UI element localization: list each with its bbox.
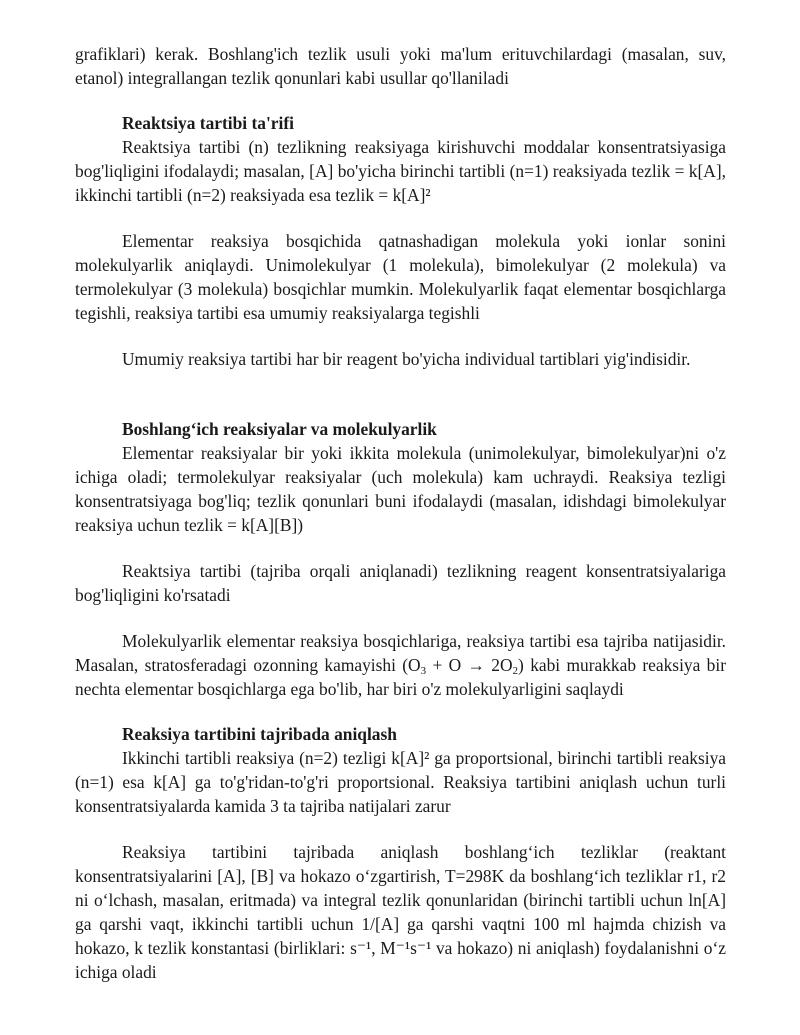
ozone-text-after: ) kabi murakkab reaksiya bir nechta elementar bosqichlarga ega bo'lib, har biri o'z molekulyarligini saqlaydi [75,655,726,699]
heading-reaction-order-definition: Reaktsiya tartibi ta'rifi [122,113,294,133]
paragraph-initial-rates: Reaksiya tartibini tajribada aniqlash boshlang‘ich tezliklar (reaktant konsentratsiyalarini [A], [B] va hokazo o‘zgartirish, T=298K da boshlang‘ich tezliklar r1, r2 ni o‘lchash, masalan, eritmada) va integral tezlik qonunlaridan (birinchi tartibli uchun ln[A] ga qarshi vaqt, ikkinchi tartibli uchun 1/[A] ga qarshi vaqtni 100 ml hajmda chizish va hokazo, k tezlik konstantasi (birliklari: s⁻¹, M⁻¹s⁻¹ va hokazo) ni aniqlash) foydalanishni o‘z ichiga oladi [75,842,726,982]
oxygen-subscript-2: 2 [512,665,519,677]
ozone-subscript-3: 3 [420,665,427,677]
paragraph-continuation: grafiklari) kerak. Boshlang'ich tezlik usuli yoki ma'lum erituvchilardagi (masalan, suv, etanol) integrallangan tezlik qonunlari kabi usullar qo'llaniladi [75,44,726,88]
paragraph-order-definition: Reaktsiya tartibi (n) tezlikning reaksiyaga kirishuvchi moddalar konsentratsiyasiga bog'liqligini ifodalaydi; masalan, [A] bo'yicha birinchi tartibli (n=1) reaksiyada tezlik = k[A], ikkinchi tartibli (n=2) reaksiyada esa tezlik = k[A]² [75,137,726,205]
paragraph-overall-order: Umumiy reaksiya tartibi har bir reagent bo'yicha individual tartiblari yig'indisidir. [122,349,691,369]
paragraph-molecularity: Elementar reaksiya bosqichida qatnashadigan molekula yoki ionlar sonini molekulyarlik aniqlaydi. Unimolekulyar (1 molekula), bimolekulyar (2 molekula) va termolekulyar (3 molekula) bosqichlar mumkin. Molekulyarlik faqat elementar bosqichlarga tegishli, reaksiya tartibi esa umumiy reaksiyalarga tegishli [75,231,726,323]
ozone-text-mid: + O → 2O [426,655,513,675]
paragraph-order-experimental: Reaktsiya tartibi (tajriba orqali aniqlanadi) tezlikning reagent konsentratsiyalariga bog'liqligini ko'rsatadi [75,561,726,605]
heading-elementary-reactions: Boshlang‘ich reaksiyalar va molekulyarlik [122,419,437,439]
ozone-text-before: Molekulyarlik elementar reaksiya bosqichlariga, reaksiya tartibi esa tajriba natijasidir. Masalan, stratosferadagi ozonning kamayishi (O [75,631,726,675]
paragraph-second-order: Ikkinchi tartibli reaksiya (n=2) tezligi k[A]² ga proportsional, birinchi tartibli reaksiya (n=1) esa k[A] ga to'g'ridan-to'g'ri proportsional. Reaksiya tartibini aniqlash uchun turli konsentratsiyalarda kamida 3 ta tajriba natijalari zarur [75,748,726,816]
paragraph-elementary-reactions: Elementar reaksiyalar bir yoki ikkita molekula (unimolekulyar, bimolekulyar)ni o'z ichiga oladi; termolekulyar reaksiyalar (uch molekula) kam uchraydi. Reaksiya tezligi konsentratsiyaga bog'liq; tezlik qonunlari buni ifodalaydi (masalan, idishdagi bimolekulyar reaksiya uchun tezlik = k[A][B]) [75,443,726,535]
heading-experimental-determination: Reaksiya tartibini tajribada aniqlash [122,724,397,744]
paragraph-ozone-example [75,629,726,701]
